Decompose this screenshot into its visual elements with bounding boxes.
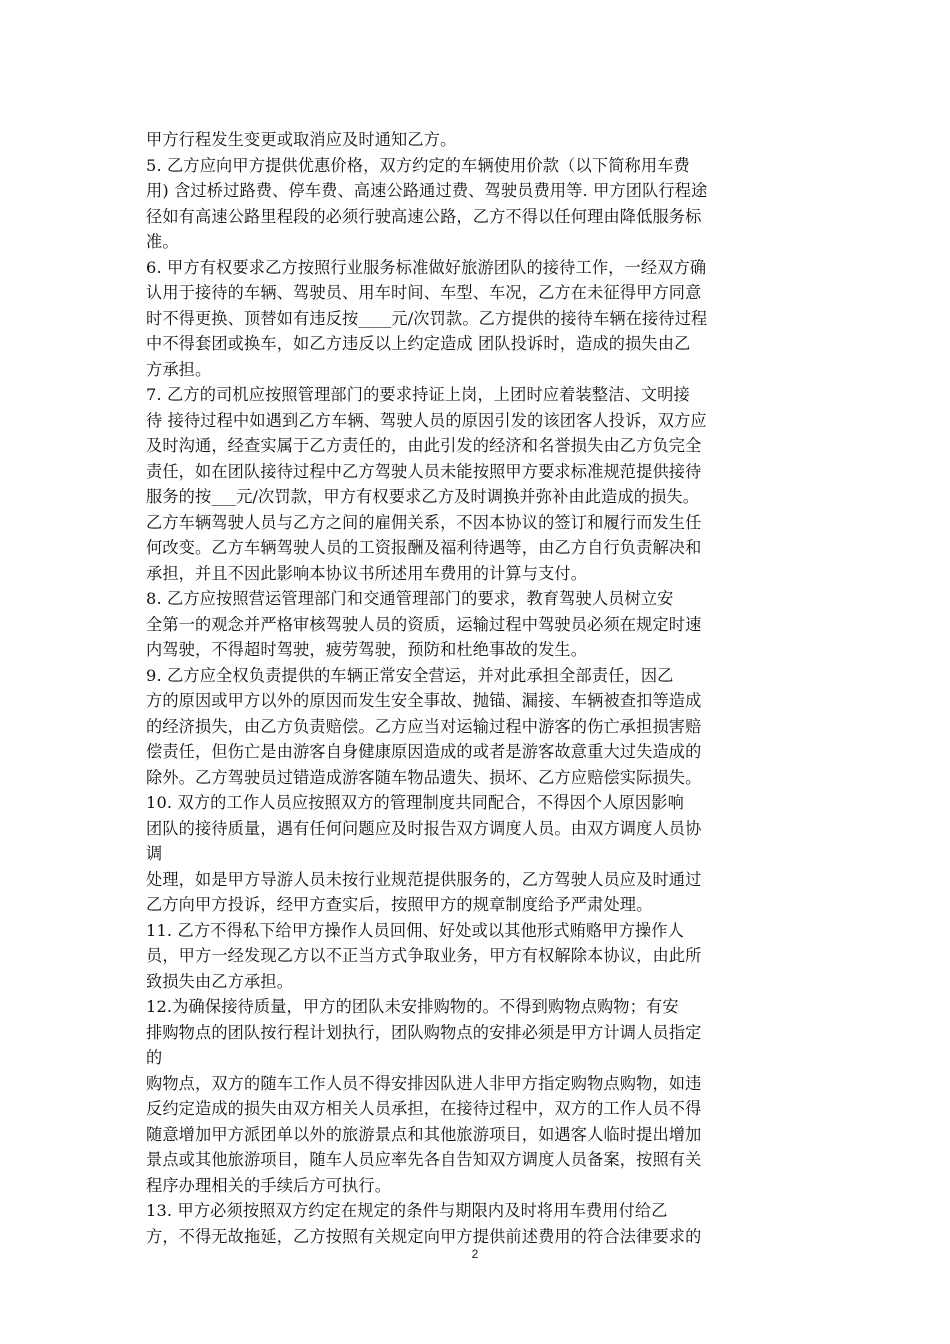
text-line: 用) 含过桥过路费、停车费、高速公路通过费、驾驶员费用等. 甲方团队行程途 (146, 181, 708, 200)
text-line: 7. 乙方的司机应按照管理部门的要求持证上岗，上团时应着装整洁、文明接 (146, 385, 690, 404)
contract-body-text (146, 127, 814, 1249)
text-line: 甲方行程发生变更或取消应及时通知乙方。 (146, 130, 457, 149)
text-line: 乙方车辆驾驶人员与乙方之间的雇佣关系，不因本协议的签订和履行而发生任 (146, 512, 702, 532)
text-line: 调 (146, 844, 163, 863)
text-line: 方承担。 (146, 359, 212, 379)
text-line: 认用于接待的车辆、驾驶员、用车时间、车型、车况，乙方在未征得甲方同意 (146, 283, 702, 302)
text-line: 10. 双方的工作人员应按照双方的管理制度共同配合，不得因个人原因影响 (146, 793, 684, 812)
text-line: 除外。乙方驾驶员过错造成游客随车物品遗失、损坏、乙方应赔偿实际损失。 (146, 767, 702, 787)
text-line: 中不得套团或换车，如乙方违反以上约定造成 团队投诉时，造成的损失由乙 (146, 334, 691, 353)
text-line: 方的原因或甲方以外的原因而发生安全事故、抛锚、漏接、车辆被查扣等造成 (146, 691, 702, 710)
text-line: 11. 乙方不得私下给甲方操作人员回佣、好处或以其他形式贿赂甲方操作人 (146, 920, 684, 940)
text-line: 员，甲方一经发现乙方以不正当方式争取业务，甲方有权解除本协议，由此所 (146, 946, 702, 965)
text-line: 何改变。乙方车辆驾驶人员的工资报酬及福利待遇等，由乙方自行负责解决和 (146, 538, 702, 557)
text-line: 承担，并且不因此影响本协议书所述用车费用的计算与支付。 (146, 563, 588, 583)
text-line: 5. 乙方应向甲方提供优惠价格，双方约定的车辆使用价款（以下简称用车费 (146, 155, 690, 175)
text-line: 乙方向甲方投诉，经甲方查实后，按照甲方的规章制度给予严肃处理。 (146, 895, 653, 914)
text-line: 致损失由乙方承担。 (146, 971, 294, 991)
text-line: 的经济损失，由乙方负责赔偿。乙方应当对运输过程中游客的伤亡承担损害赔 (146, 716, 702, 736)
text-line: 的 (146, 1048, 163, 1067)
text-line: 全第一的观念并严格审核驾驶人员的资质，运输过程中驾驶员必须在规定时速 (146, 614, 702, 634)
text-line: 购物点，双方的随车工作人员不得安排因队进人非甲方指定购物点购物，如违 (146, 1073, 702, 1093)
text-line: 排购物点的团队按行程计划执行，团队购物点的安排必须是甲方计调人员指定 (146, 1022, 702, 1042)
text-line: 处理，如是甲方导游人员未按行业规范提供服务的，乙方驾驶人员应及时通过 (146, 869, 702, 889)
text-line: 反约定造成的损失由双方相关人员承担，在接待过程中，双方的工作人员不得 (146, 1099, 702, 1118)
text-line: 6. 甲方有权要求乙方按照行业服务标准做好旅游团队的接待工作，一经双方确 (146, 257, 707, 277)
text-line: 径如有高速公路里程段的必须行驶高速公路，乙方不得以任何理由降低服务标 (146, 206, 702, 226)
text-line: 程序办理相关的手续后方可执行。 (146, 1175, 392, 1195)
text-line: 随意增加甲方派团单以外的旅游景点和其他旅游项目，如遇客人临时提出增加 (146, 1124, 702, 1144)
text-line: 责任，如在团队接待过程中乙方驾驶人员未能按照甲方要求标准规范提供接待 (146, 461, 702, 481)
text-line: 准。 (146, 232, 179, 251)
text-line: 团队的接待质量，遇有任何问题应及时报告双方调度人员。由双方调度人员协 (146, 818, 702, 838)
text-line: 偿责任，但伤亡是由游客自身健康原因造成的或者是游客故意重大过失造成的 (146, 742, 702, 761)
text-line: 方，不得无故拖延，乙方按照有关规定向甲方提供前述费用的符合法律要求的 (146, 1226, 702, 1246)
text-line: 时不得更换、顶替如有违反按____元/次罚款。乙方提供的接待车辆在接待过程 (146, 308, 708, 328)
text-line: 12.为确保接待质量，甲方的团队未安排购物的。不得到购物点购物；有安 (146, 997, 679, 1016)
text-line: 9. 乙方应全权负责提供的车辆正常安全营运，并对此承担全部责任，因乙 (146, 665, 674, 685)
text-line: 景点或其他旅游项目，随车人员应率先各自告知双方调度人员备案，按照有关 (146, 1150, 702, 1169)
page-number: 2 (471, 1247, 479, 1261)
text-line: 内驾驶，不得超时驾驶，疲劳驾驶，预防和杜绝事故的发生。 (146, 640, 588, 659)
text-line: 8. 乙方应按照营运管理部门和交通管理部门的要求，教育驾驶人员树立安 (146, 589, 674, 608)
text-line: 待 接待过程中如遇到乙方车辆、驾驶人员的原因引发的该团客人投诉，双方应 (146, 410, 707, 430)
text-line: 13. 甲方必须按照双方约定在规定的条件与期限内及时将用车费用付给乙 (146, 1201, 668, 1220)
text-line: 及时沟通，经查实属于乙方责任的，由此引发的经济和名誉损失由乙方负完全 (146, 436, 702, 455)
text-line: 服务的按___元/次罚款，甲方有权要求乙方及时调换并弥补由此造成的损失。 (146, 487, 700, 506)
